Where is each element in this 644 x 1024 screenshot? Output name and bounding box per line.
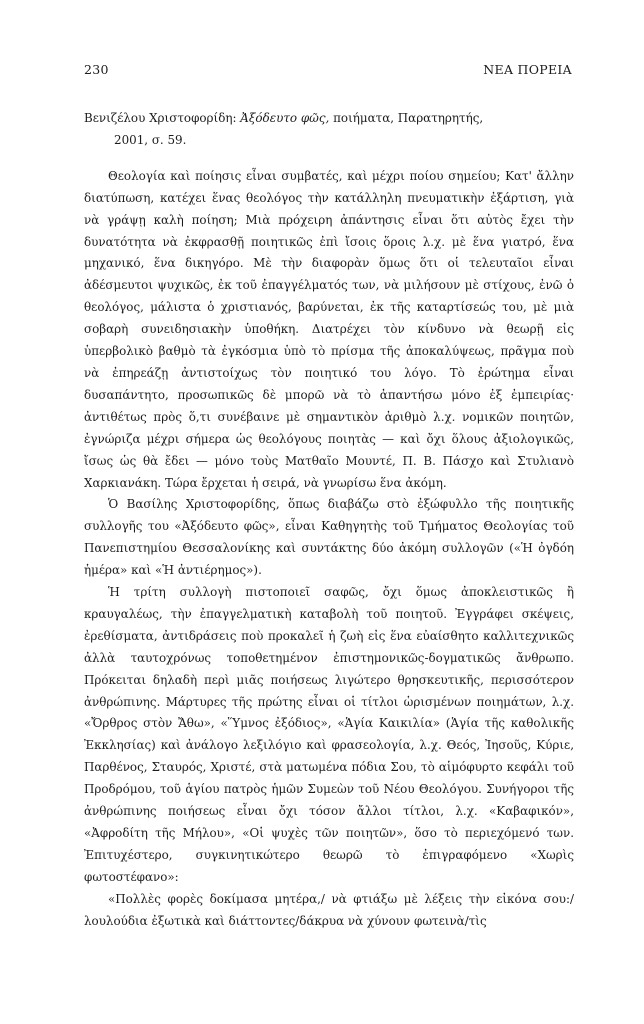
book-reference [84,108,574,152]
page-number: 230 [84,62,109,77]
paragraph-3: Ἡ τρίτη συλλογὴ πιστοποιεῖ σαφῶς, ὄχι ὅμως ἀποκλειστικῶς ἢ κραυγαλέως, τὴν ἐπαγγελματικὴ καταβολὴ τοῦ ποιητοῦ. Ἐγγράφει σκέψεις, ἐρεθίσματα, ἀντιδράσεις ποὺ προκαλεῖ ἡ ζωὴ εἰς ἕνα εὐαίσθητο καλλιτεχνικῶς ἀλλὰ ταυτοχρόνως τοποθετημένον ἐπιστημονικῶς-δογματικῶς ἄνθρωπο. Πρόκειται δηλαδὴ περὶ μιᾶς ποιήσεως λιγώτερο θρησκευτικῆς, περισσότερον ἀνθρώπινης. Μάρτυρες τῆς πρώτης εἶναι οἱ τίτλοι ὡρισμένων ποιημάτων, λ.χ. «Ὄρθρος στὸν Ἄθω», «Ὕμνος ἐξόδιος», «Ἁγία Καικιλία» (Ἁγία τῆς καθολικῆς Ἐκκλησίας) καὶ ἀνάλογο λεξιλόγιο καὶ φρασεολογία, λ.χ. Θεός, Ἰησοῦς, Κύριε, Παρθένος, Σταυρός, Χριστέ, στὰ ματωμένα πόδια Σου, τὸ αἱμόφυρτο κεφάλι τοῦ Προδρόμου, τοῦ ἁγίου πατρὸς ἡμῶν Συμεὼν τοῦ Νέου Θεολόγου. Συνήγοροι τῆς ἀνθρώπινης ποιήσεως εἶναι ὄχι τόσον ἄλλοι τίτλοι, λ.χ. «Καβαφικόν», «Ἀφροδίτη τῆς Μήλου», «Οἱ ψυχὲς τῶν ποιητῶν», ὅσο τὸ περιεχόμενό των. Ἐπιτυχέστερο, συγκινητικώτερο θεωρῶ τὸ ἐπιγραφόμενο «Χωρὶς φωτοστέφανο»: [84,585,574,884]
running-title: ΝΕΑ ΠΟΡΕΙΑ [483,62,572,77]
paragraph-2: Ὁ Βασίλης Χριστοφορίδης, ὅπως διαβάζω στὸ ἐξώφυλλο τῆς ποιητικῆς συλλογῆς του «Ἀξόδευτο φῶς», εἶναι Καθηγητὴς τοῦ Τμήματος Θεολογίας τοῦ Πανεπιστημίου Θεσσαλονίκης καὶ συντάκτης δύο ἀκόμη συλλογῶν («Ἡ ὀγδόη ἡμέρα» καὶ «Ἡ ἀντιέρημος»). [84,497,574,578]
reference-year-page: 2001, σ. 59. [114,132,187,147]
reference-author: Βενιζέλου Χριστοφορίδη: [84,111,241,125]
poem-quote: «Πολλὲς φορὲς δοκίμασα μητέρα,/ νὰ φτιάξω μὲ λέξεις τὴν εἰκόνα σου:/λουλούδια ἐξωτικὰ καὶ διάττοντες/δάκρυα νὰ χύνουν φωτεινὰ/τὶς [84,891,574,928]
page-header [84,62,572,77]
reference-details: ποιήματα, Παρατηρητής, [329,111,484,125]
page-body [84,108,574,933]
reference-title: Ἀξόδευτο φῶς, [240,111,330,125]
paragraph-1: Θεολογία καὶ ποίησις εἶναι συμβατές, καὶ μέχρι ποίου σημείου; Κατ' ἄλλην διατύπωση, κατέχει ἕνας θεολόγος τὴν κατάλληλη πνευματικὴν ἐξάρτιση, γιὰ νὰ γράψῃ καλὴ ποίηση; Μιὰ πρόχειρη ἀπάντησις εἶναι ὅτι αὐτὸς ἔχει τὴν δυνατότητα νὰ ἐκφρασθῇ ποιητικῶς ἐπὶ ἴσοις ὅροις λ.χ. μὲ ἕνα γιατρό, ἕνα μηχανικό, ἕνα δικηγόρο. Μὲ τὴν διαφορὰν ὅμως ὅτι οἱ τελευταῖοι εἶναι ἀδέσμευτοι ψυχικῶς, ἐκ τοῦ ἐπαγγέλματός των, νὰ μιλήσουν μὲ στίχους, ἐνῶ ὁ θεολόγος, μάλιστα ὁ χριστιανός, βαρύνεται, ἐκ τῆς καταρτίσεώς του, μὲ μιὰ σοβαρὴ συνειδησιακὴν ὑποθήκη. Διατρέχει τὸν κίνδυνο νὰ θεωρῇ εἰς ὑπερβολικὸ βαθμὸ τὰ ἐγκόσμια ὑπὸ τὸ πρίσμα τῆς ἀποκαλύψεως, πρᾶγμα ποὺ νὰ ἐπηρεάζῃ ἀντιστοίχως τὸν ποιητικό του λόγο. Τὸ ἐρώτημα εἶναι δυσαπάντητο, προσωπικῶς δὲ μπορῶ νὰ τὸ ἀπαντήσω μόνο ἐξ ἐμπειρίας· ἀντιθέτως πρὸς ὅ,τι συνέβαινε μὲ σημαντικὸν ἀριθμὸ λ.χ. νομικῶν ποιητῶν, ἐγνώριζα μέχρι σήμερα ὡς θεολόγους ποιητὰς — καὶ ὄχι ὅλους ἀξιολογικῶς, ἴσως ὡς θὰ ἔδει — μόνο τοὺς Ματθαῖο Μουντέ, Π. Β. Πάσχο καὶ Στυλιανὸ Χαρκιανάκη. Τώρα ἔρχεται ἡ σειρά, νὰ γνωρίσω ἕνα ἀκόμη. [84,168,574,490]
